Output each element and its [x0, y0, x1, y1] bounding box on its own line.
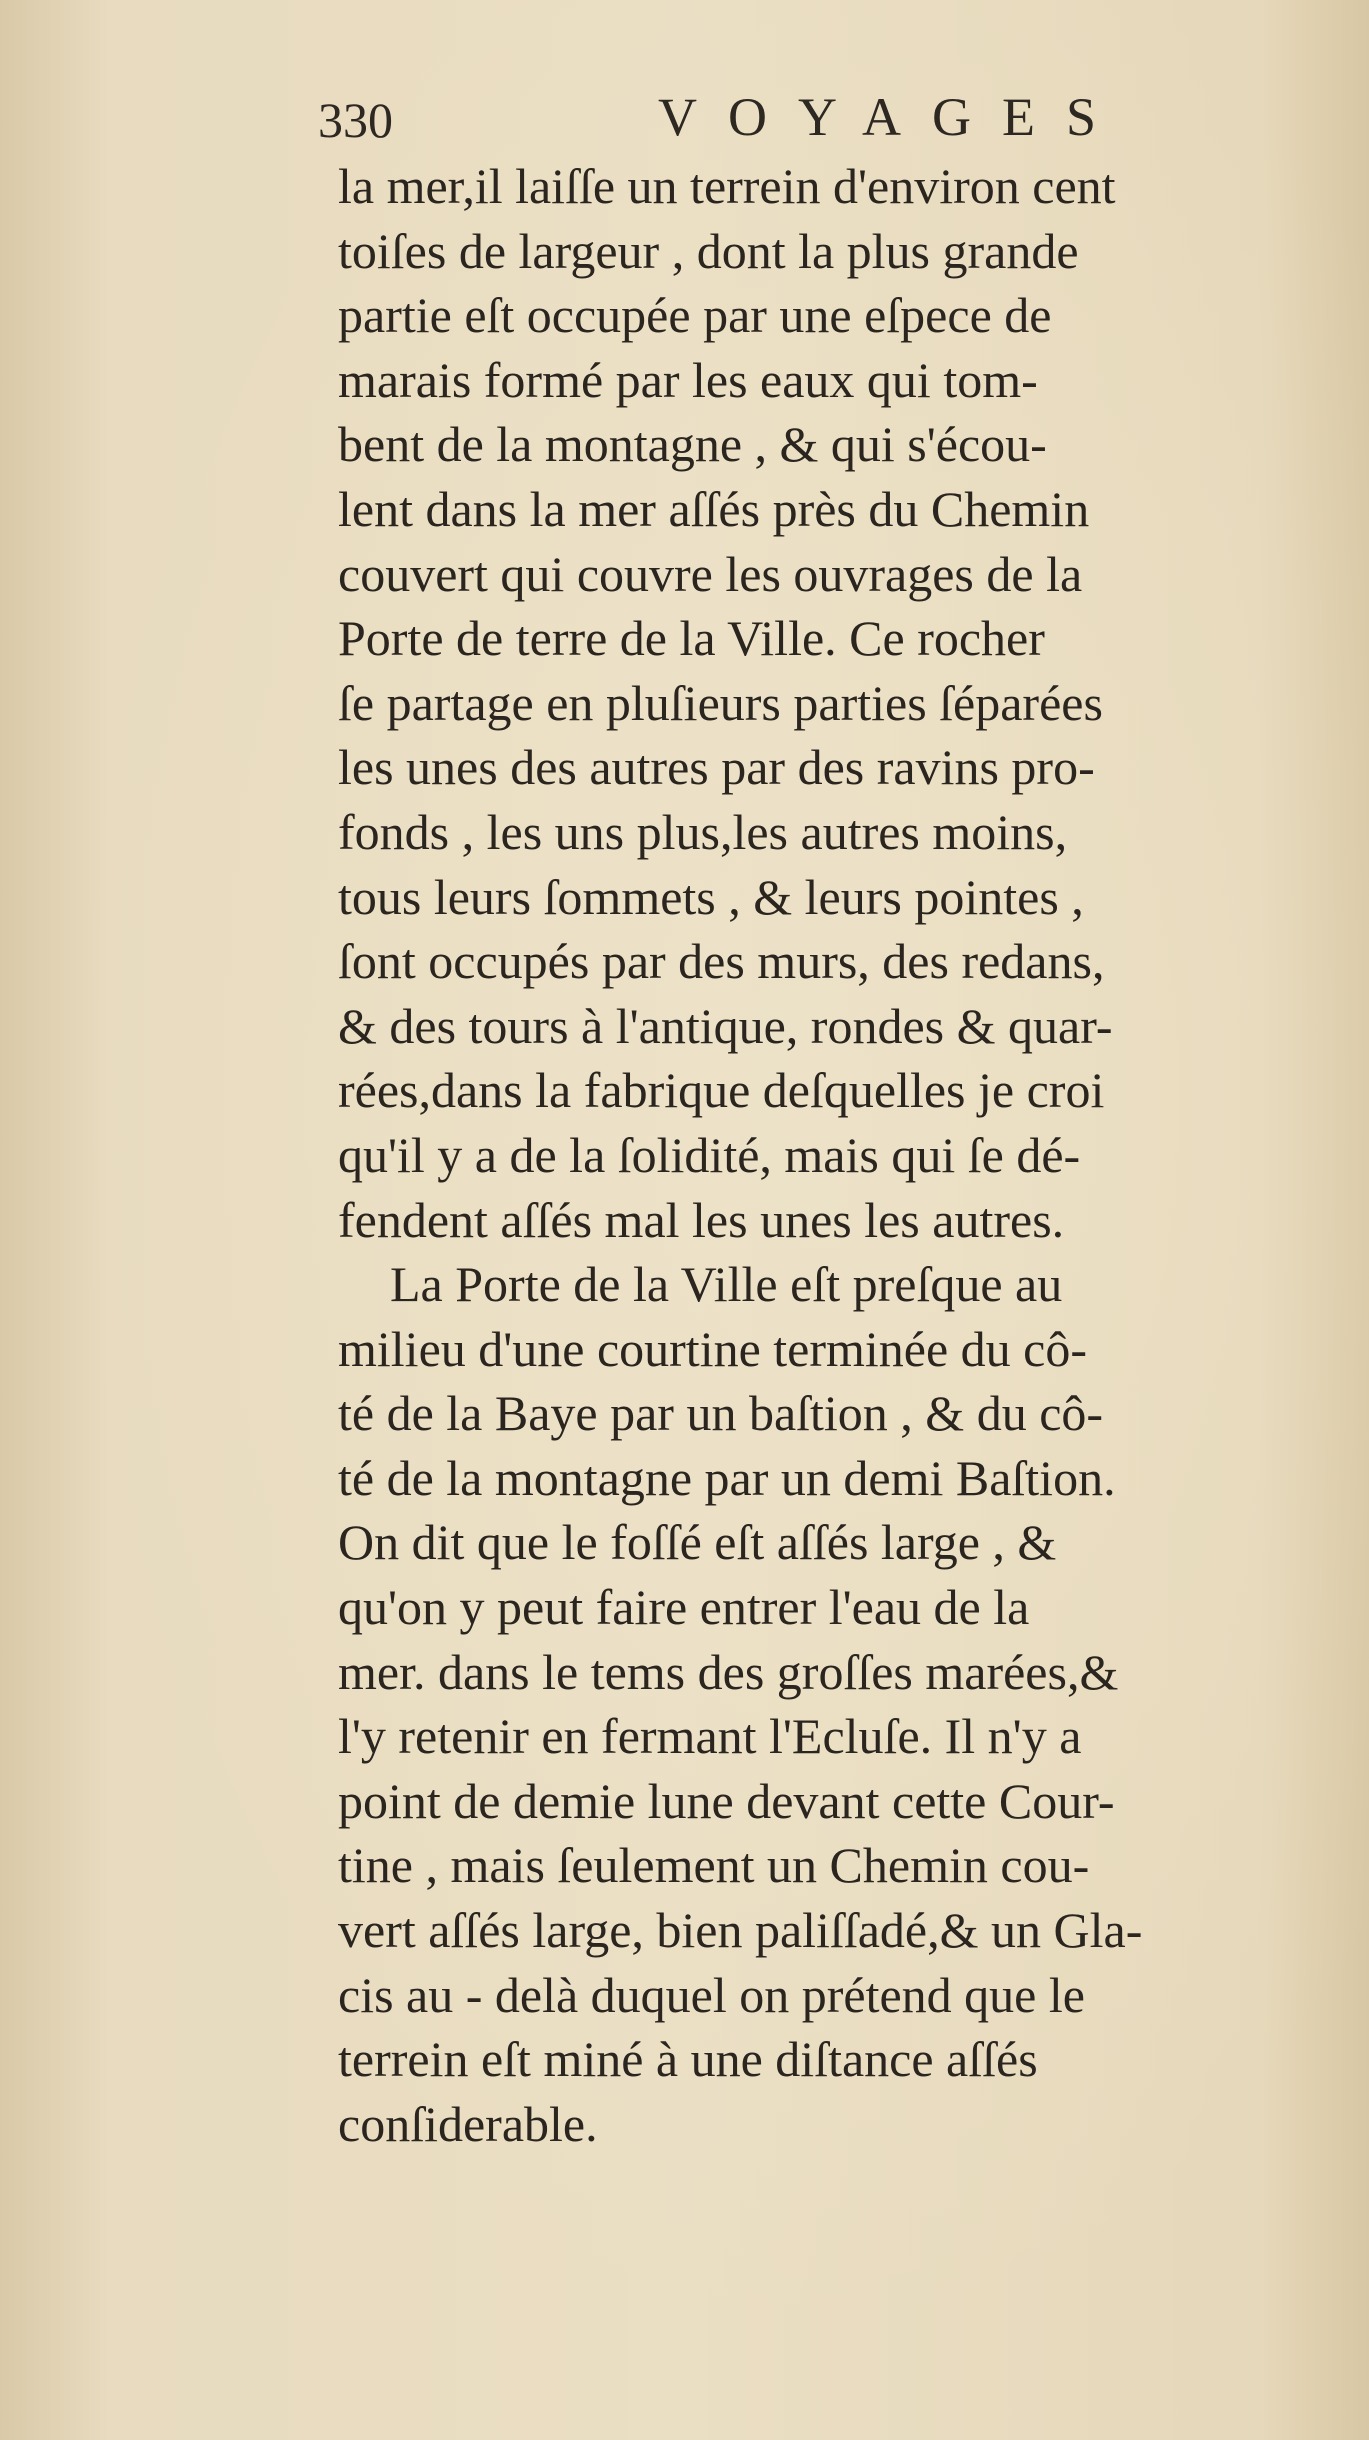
text-line: les unes des autres par des ravins pro-	[338, 739, 1095, 796]
text-line: marais formé par les eaux qui tom-	[338, 351, 1038, 408]
text-line: toiſes de largeur , dont la plus grande	[338, 222, 1079, 279]
body-text	[338, 154, 1328, 2156]
text-line: qu'il y a de la ſolidité, mais qui ſe dé-	[338, 1126, 1081, 1183]
text-line: l'y retenir en fermant l'Ecluſe. Il n'y a	[338, 1708, 1082, 1765]
text-line: rées,dans la fabrique deſquelles je croi	[338, 1062, 1105, 1119]
text-line: On dit que le foſſé eſt aſſés large , &	[338, 1514, 1057, 1571]
text-line: & des tours à l'antique, rondes & quar-	[338, 997, 1113, 1054]
text-line: fendent aſſés mal les unes les autres.	[338, 1191, 1065, 1248]
text-line: ſe partage en pluſieurs parties ſéparées	[338, 674, 1103, 731]
page-header	[318, 86, 1318, 152]
paragraph-start-line: La Porte de la Ville eſt preſque au	[390, 1256, 1063, 1313]
text-line: couvert qui couvre les ouvrages de la	[338, 545, 1083, 602]
page-number: 330	[318, 92, 393, 148]
text-line: terrein eſt miné à une diſtance aſſés	[338, 2031, 1038, 2088]
text-line: bent de la montagne , & qui s'écou-	[338, 416, 1047, 473]
text-line: lent dans la mer aſſés près du Chemin	[338, 480, 1090, 537]
text-line: tine , mais ſeulement un Chemin cou-	[338, 1837, 1090, 1894]
text-line: la mer,il laiſſe un terrein d'environ cent	[338, 158, 1116, 214]
text-line: cis au - delà duquel on prétend que le	[338, 1966, 1085, 2023]
text-line: té de la montagne par un demi Baſtion.	[338, 1449, 1116, 1506]
text-line: ſont occupés par des murs, des redans,	[338, 933, 1105, 990]
text-line: qu'on y peut faire entrer l'eau de la	[338, 1579, 1030, 1636]
text-line: milieu d'une courtine terminée du cô-	[338, 1320, 1088, 1377]
text-line: vert aſſés large, bien paliſſadé,& un Gla-	[338, 1902, 1143, 1959]
text-line: té de la Baye par un baſtion , & du cô-	[338, 1385, 1104, 1442]
running-title: VOYAGES	[658, 87, 1128, 147]
text-line: conſiderable.	[338, 2095, 598, 2152]
text-line: tous leurs ſommets , & leurs pointes ,	[338, 868, 1084, 925]
text-line: partie eſt occupée par une eſpece de	[338, 287, 1052, 344]
text-line: Porte de terre de la Ville. Ce rocher	[338, 610, 1045, 667]
text-line: mer. dans le tems des groſſes marées,&	[338, 1643, 1119, 1700]
text-line: fonds , les uns plus,les autres moins,	[338, 803, 1068, 860]
text-line: point de demie lune devant cette Cour-	[338, 1772, 1115, 1829]
